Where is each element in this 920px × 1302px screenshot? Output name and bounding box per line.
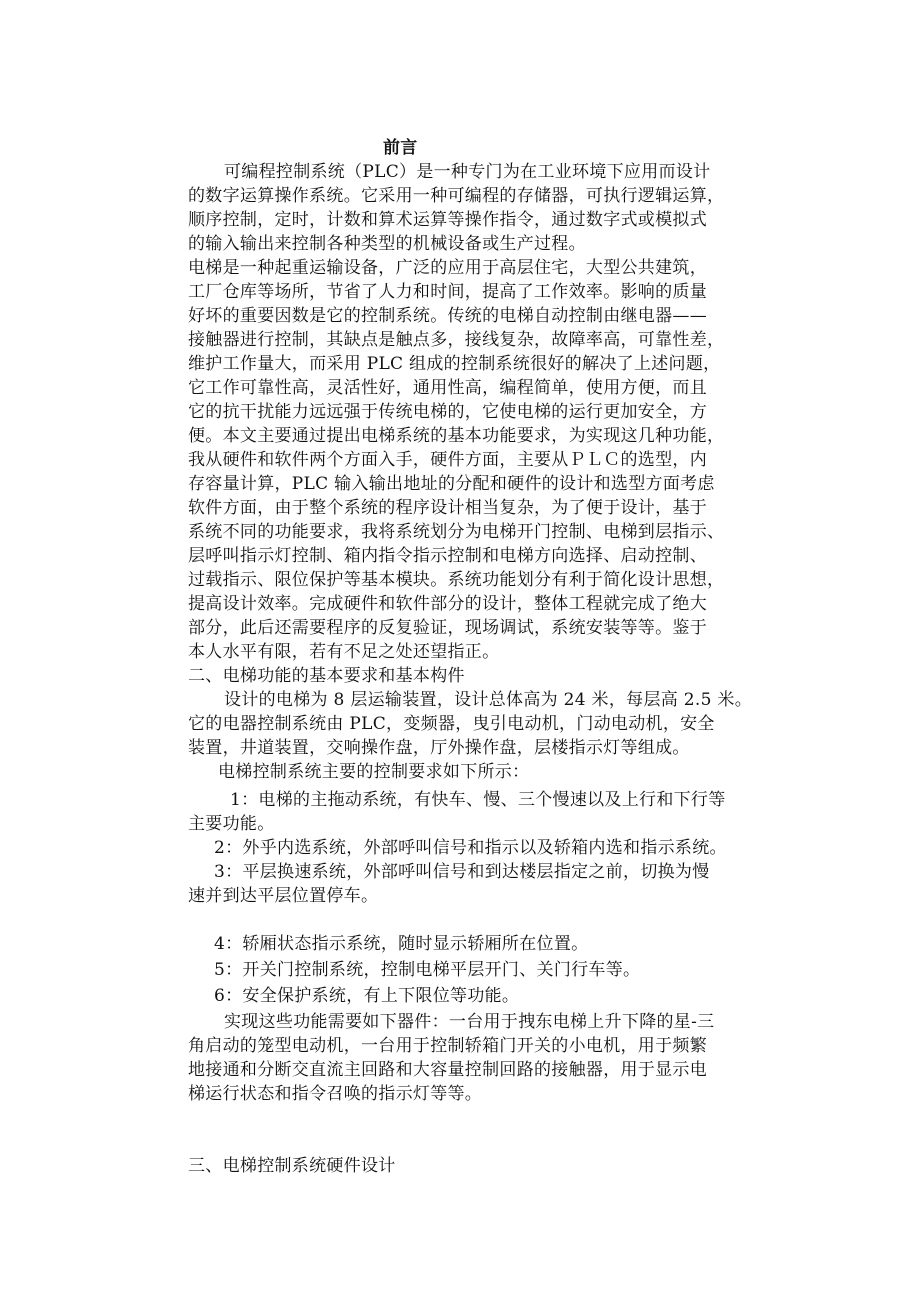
paragraph-line: 它工作可靠性高，灵活性好，通用性高，编程简单，使用方便，而且 [188, 378, 707, 398]
intro-line: 顺序控制，定时，计数和算术运算等操作指令，通过数字式或模拟式 [188, 210, 707, 230]
paragraph-line: 它的抗干扰能力远远强于传统电梯的，它使电梯的运行更加安全，方 [188, 402, 707, 422]
paragraph-line: 好坏的重要因数是它的控制系统。传统的电梯自动控制由继电器—— [188, 306, 707, 326]
list-item: 2：外乎内选系统，外部呼叫信号和指示以及轿箱内选和指示系统。 [214, 838, 727, 858]
paragraph-line: 便。本文主要通过提出电梯系统的基本功能要求，为实现这几种功能， [188, 426, 725, 446]
page-title: 前言 [383, 138, 418, 158]
list-item: 主要功能。 [188, 814, 275, 834]
paragraph-line: 角启动的笼型电动机，一台用于控制轿箱门开关的小电机，用于频繁 [188, 1036, 707, 1056]
paragraph-line: 电梯是一种起重运输设备，广泛的应用于高层住宅，大型公共建筑， [188, 258, 707, 278]
intro-line: 的输入输出来控制各种类型的机械设备或生产过程。 [188, 234, 586, 254]
paragraph-line: 它的电器控制系统由 PLC，变频器，曳引电动机，门动电动机，安全 [188, 714, 715, 734]
paragraph-line: 实现这些功能需要如下器件：一台用于拽东电梯上升下降的星-三 [224, 1012, 715, 1032]
paragraph-line: 电梯控制系统主要的控制要求如下所示： [218, 762, 530, 782]
list-item: 速并到达平层位置停车。 [188, 886, 379, 906]
list-item: 4：轿厢状态指示系统，随时显示轿厢所在位置。 [214, 934, 589, 954]
intro-line: 的数字运算操作系统。它采用一种可编程的存储器，可执行逻辑运算， [188, 186, 725, 206]
paragraph-line: 软件方面，由于整个系统的程序设计相当复杂，为了便于设计，基于 [188, 498, 707, 518]
paragraph-line: 接触器进行控制，其缺点是触点多，接线复杂，故障率高，可靠性差， [188, 330, 725, 350]
list-item: 5：开关门控制系统，控制电梯平层开门、关门行车等。 [214, 960, 641, 980]
paragraph-line: 存容量计算，PLC 输入输出地址的分配和硬件的设计和选型方面考虑 [188, 474, 715, 494]
paragraph-line: 部分，此后还需要程序的反复验证，现场调试，系统安装等等。鉴于 [188, 618, 707, 638]
list-item: 6：安全保护系统，有上下限位等功能。 [214, 986, 520, 1006]
paragraph-line: 系统不同的功能要求，我将系统划分为电梯开门控制、电梯到层指示、 [188, 522, 725, 542]
paragraph-line: 我从硬件和软件两个方面入手，硬件方面，主要从ＰＬＣ的选型，内 [188, 450, 707, 470]
paragraph-line: 地接通和分断交直流主回路和大容量控制回路的接触器，用于显示电 [188, 1060, 707, 1080]
paragraph-line: 装置，井道装置，交响操作盘，厅外操作盘，层楼指示灯等组成。 [188, 738, 690, 758]
list-item: 1：电梯的主拖动系统，有快车、慢、三个慢速以及上行和下行等 [230, 790, 726, 810]
section-heading: 二、电梯功能的基本要求和基本构件 [188, 666, 465, 686]
paragraph-line: 提高设计效率。完成硬件和软件部分的设计，整体工程就完成了绝大 [188, 594, 707, 614]
intro-line: 可编程控制系统（PLC）是一种专门为在工业环境下应用而设计 [224, 162, 711, 182]
section-heading: 三、电梯控制系统硬件设计 [188, 1156, 396, 1176]
paragraph-line: 维护工作量大，而采用 PLC 组成的控制系统很好的解决了上述问题， [188, 354, 721, 374]
paragraph-line: 工厂仓库等场所，节省了人力和时间，提高了工作效率。影响的质量 [188, 282, 707, 302]
paragraph-line: 本人水平有限，若有不足之处还望指正。 [188, 642, 500, 662]
paragraph-line: 设计的电梯为 8 层运输装置，设计总体高为 24 米，每层高 2.5 米。 [224, 690, 753, 710]
paragraph-line: 过载指示、限位保护等基本模块。系统功能划分有利于简化设计思想， [188, 570, 725, 590]
list-item: 3：平层换速系统，外部呼叫信号和到达楼层指定之前，切换为慢 [214, 862, 710, 882]
paragraph-line: 梯运行状态和指令召唤的指示灯等等。 [188, 1084, 483, 1104]
paragraph-line: 层呼叫指示灯控制、箱内指令指示控制和电梯方向选择、启动控制、 [188, 546, 707, 566]
